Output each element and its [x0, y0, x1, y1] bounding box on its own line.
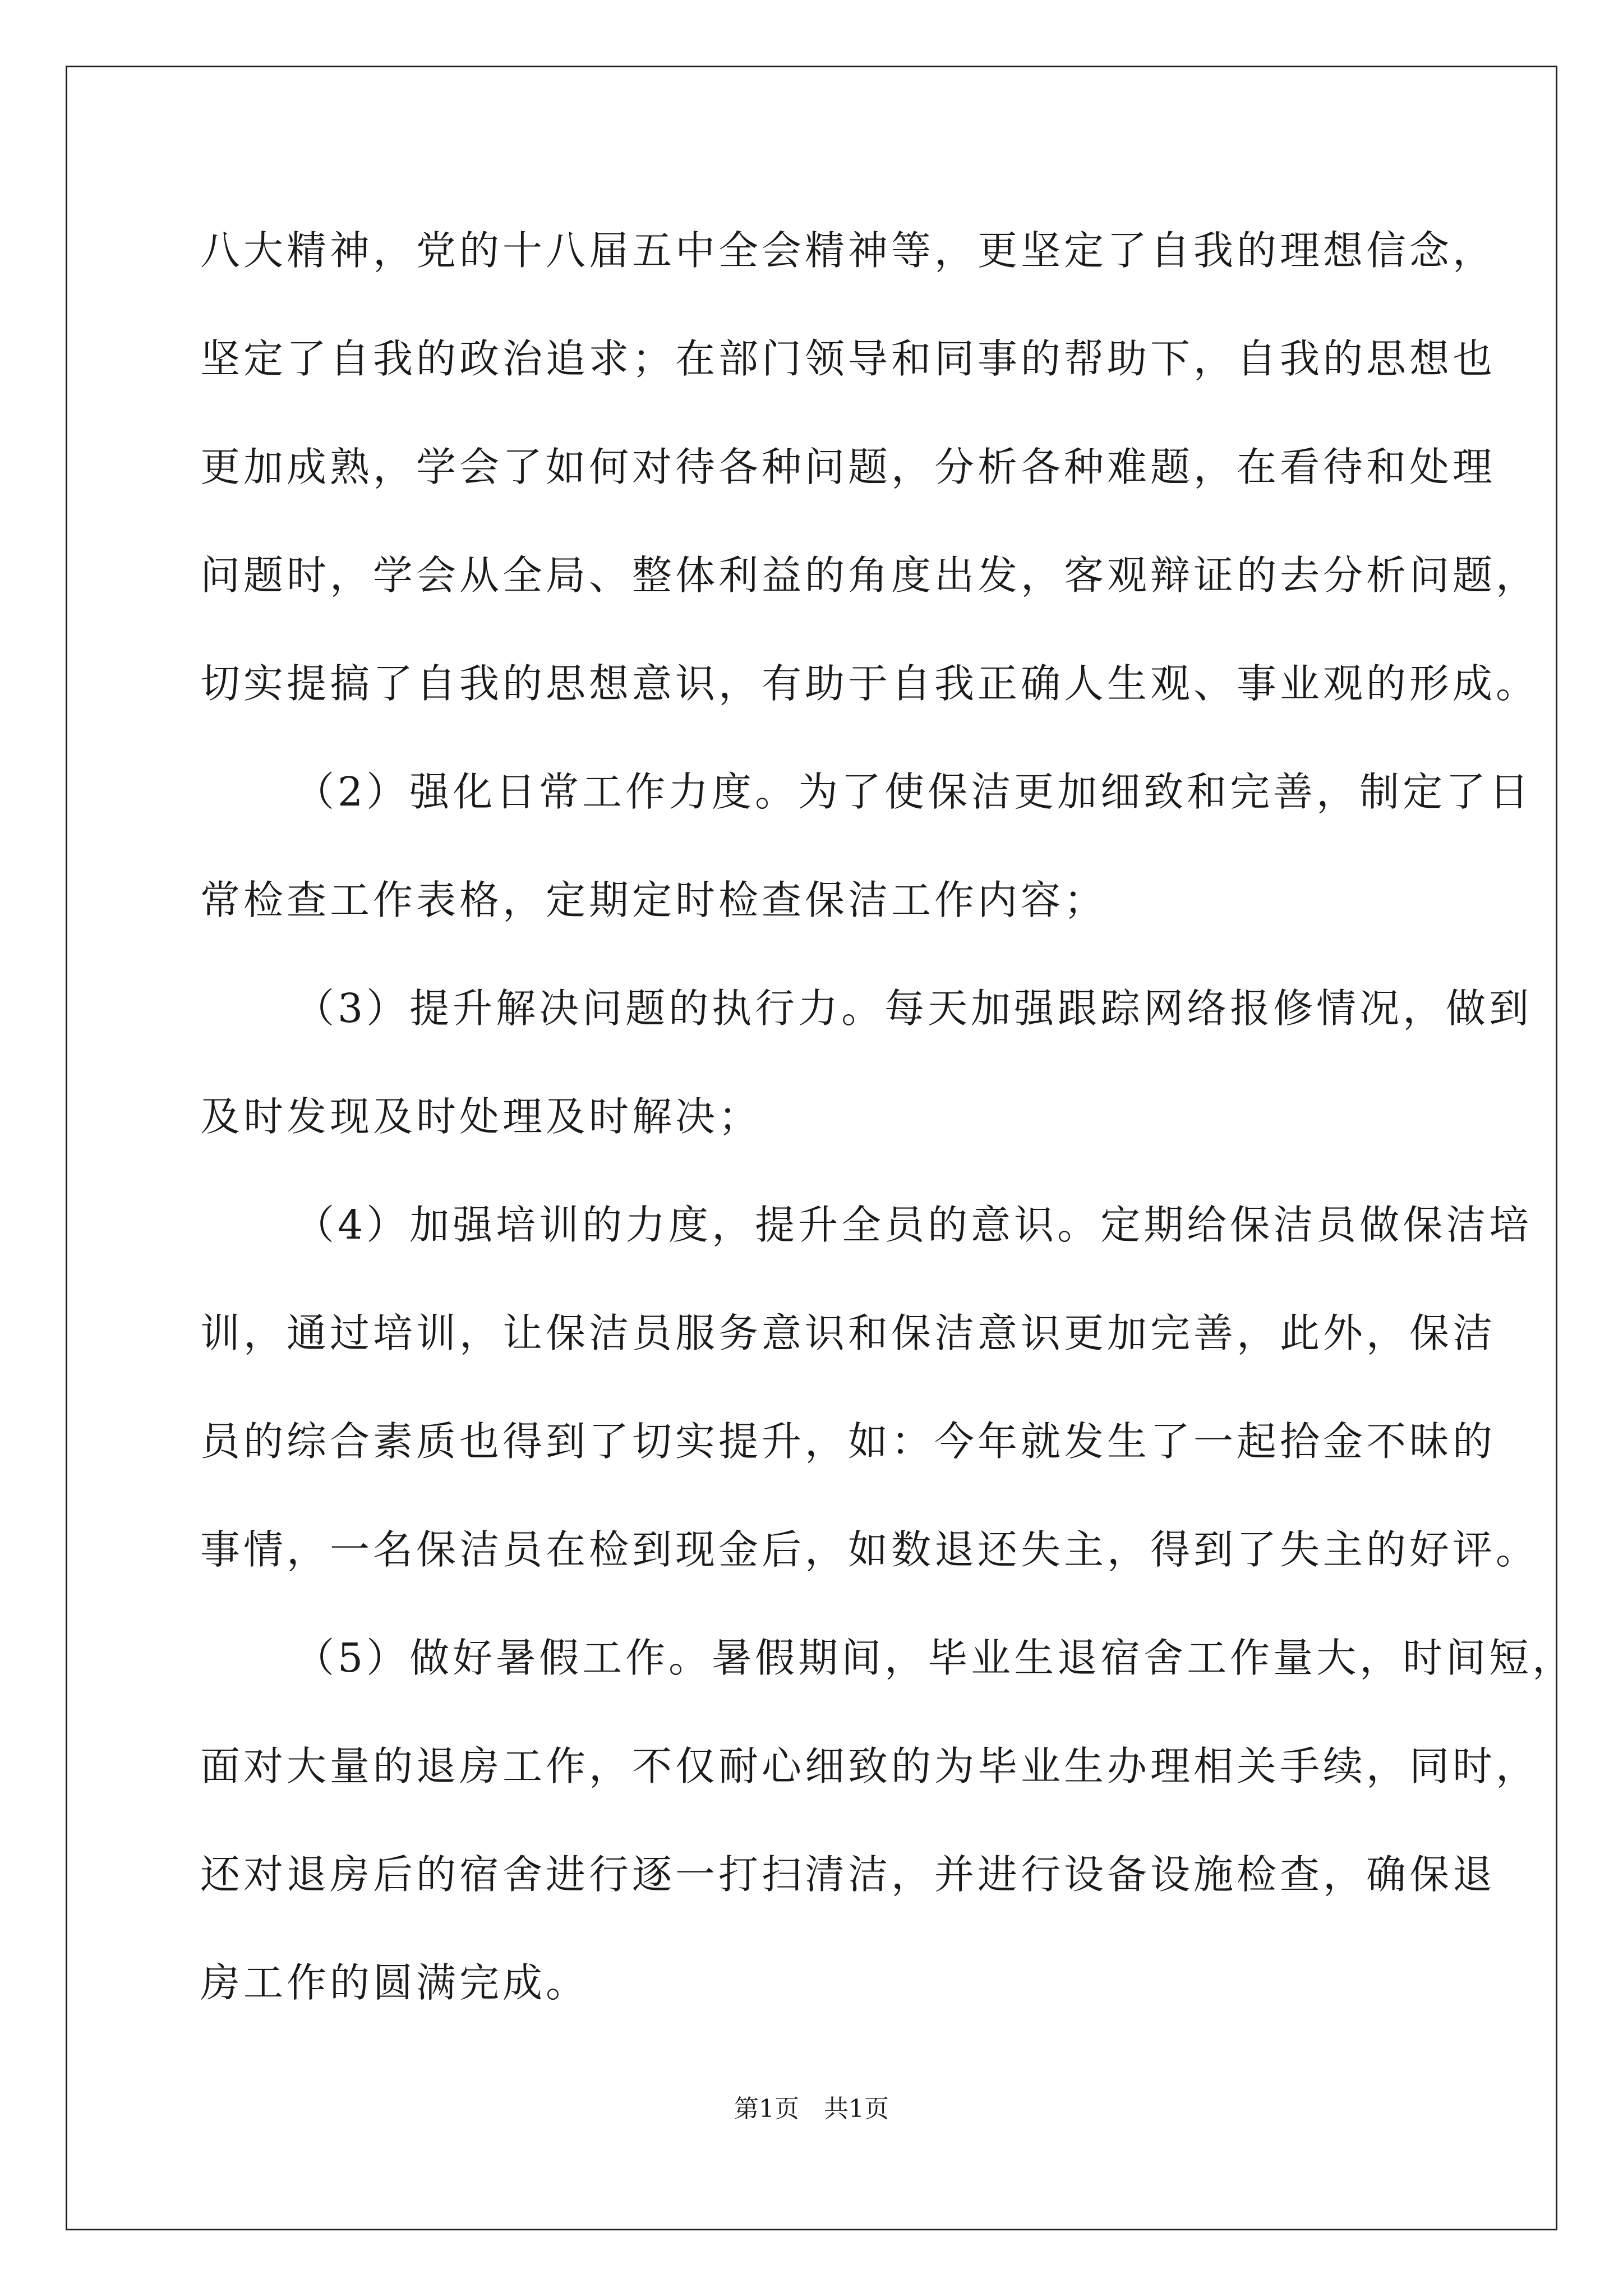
text-line: 切实提搞了自我的思想意识，有助于自我正确人生观、事业观的形成。 [200, 660, 1539, 707]
text-line: 八大精神，党的十八届五中全会精神等，更坚定了自我的理想信念， [200, 227, 1496, 274]
text-line: 问题时，学会从全局、整体利益的角度出发，客观辩证的去分析问题， [200, 552, 1539, 599]
text-line: 面对大量的退房工作，不仅耐心细致的为毕业生办理相关手续，同时， [200, 1743, 1539, 1789]
text-line: 还对退房后的宿舍进行逐一打扫清洁，并进行设备设施检查，确保退 [200, 1851, 1496, 1898]
page-footer [0, 2088, 1623, 2124]
page-number: 第1页 [734, 2095, 799, 2123]
paragraph-start-line: （5）做好暑假工作。暑假期间，毕业生退宿舍工作量大，时间短， [294, 1635, 1576, 1681]
paragraph-start-line: （4）加强培训的力度，提升全员的意识。定期给保洁员做保洁培 [294, 1202, 1533, 1248]
text-line: 常检查工作表格，定期定时检查保洁工作内容； [200, 877, 1108, 923]
text-line: 坚定了自我的政治追求；在部门领导和同事的帮助下，自我的思想也 [200, 335, 1496, 382]
text-line: 训，通过培训，让保洁员服务意识和保洁意识更加完善，此外，保洁 [200, 1310, 1496, 1356]
text-line: 员的综合素质也得到了切实提升，如：今年就发生了一起拾金不昧的 [200, 1418, 1496, 1465]
paragraph-start-line: （2）强化日常工作力度。为了使保洁更加细致和完善，制定了日 [294, 769, 1533, 815]
text-line: 房工作的圆满完成。 [200, 1959, 589, 2006]
text-line: 事情，一名保洁员在检到现金后，如数退还失主，得到了失主的好评。 [200, 1526, 1539, 1573]
document-body [200, 196, 1576, 2037]
text-line: 更加成熟，学会了如何对待各种问题，分析各种难题，在看待和处理 [200, 444, 1496, 490]
text-line: 及时发现及时处理及时解决； [200, 1093, 762, 1140]
page-total: 共1页 [824, 2095, 889, 2123]
paragraph-start-line: （3）提升解决问题的执行力。每天加强跟踪网络报修情况，做到 [294, 985, 1533, 1032]
